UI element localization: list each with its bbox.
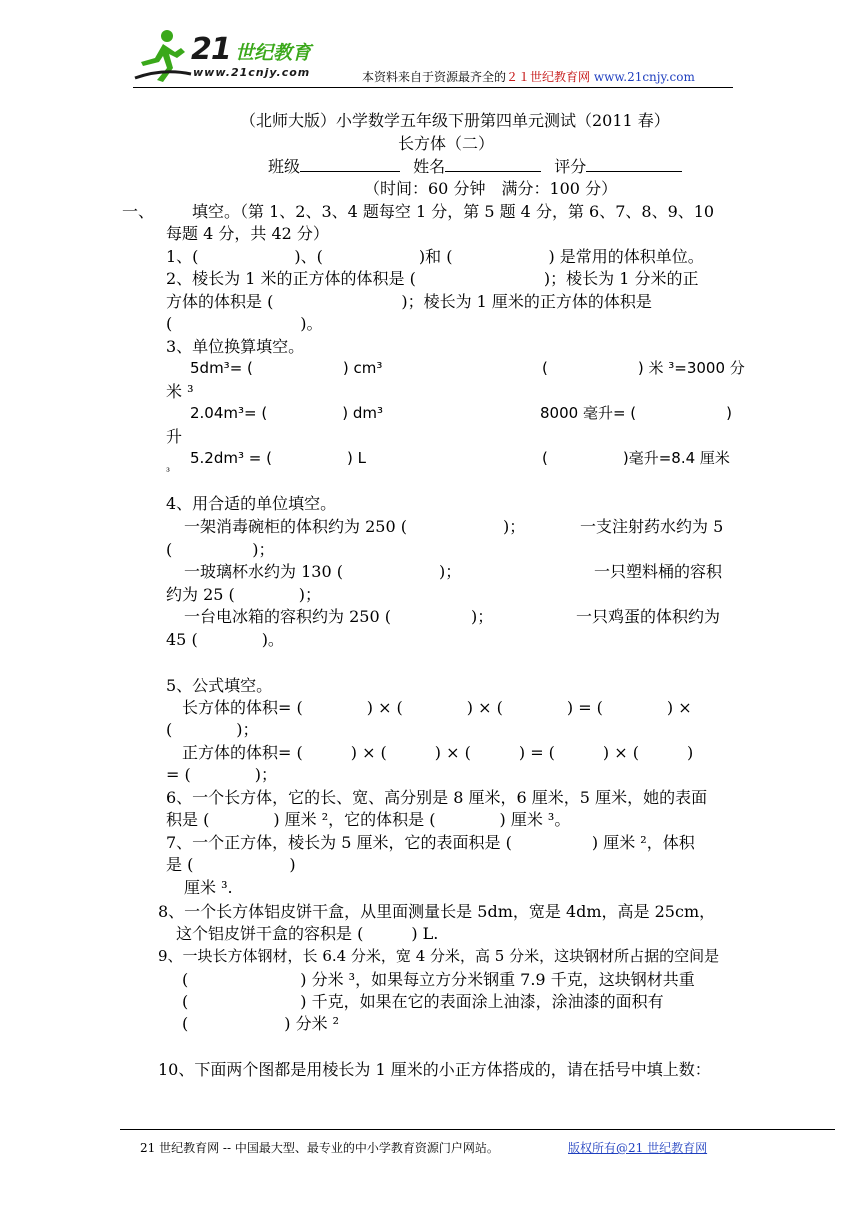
- question-3c-cont: ³: [166, 467, 171, 478]
- running-figure-icon: [133, 28, 193, 84]
- score-label: 评分: [554, 157, 587, 176]
- question-6-line1: 6、一个长方体，它的长、宽、高分别是 8 厘米，6 厘米，5 厘米，她的表面: [166, 788, 708, 807]
- question-3a-cont: 米 ³: [166, 382, 194, 401]
- logo-url: www.21cnjy.com: [193, 66, 311, 79]
- question-7-line2: 是 ( ): [166, 855, 296, 874]
- question-4c-left: 一台电冰箱的容积约为 250 ( )；: [184, 607, 494, 626]
- question-5a-cont: ( )；: [166, 720, 259, 739]
- question-9-line3: ( ) 千克，如果在它的表面涂上油漆，涂油漆的面积有: [182, 992, 664, 1011]
- question-8-line1: 8、一个长方体铝皮饼干盒，从里面测量长是 5dm，宽是 4dm，高是 25cm，: [158, 902, 716, 921]
- exam-title: （北师大版）小学数学五年级下册第四单元测试（2011 春）: [240, 111, 670, 130]
- question-8-line2: 这个铝皮饼干盒的容积是 ( ) L.: [176, 924, 439, 943]
- footer-description: 21 世纪教育网 -- 中国最大型、最专业的中小学教育资源门户网站。: [140, 1141, 499, 1155]
- logo-number: 21: [191, 32, 231, 67]
- exam-subtitle: 长方体（二）: [398, 134, 495, 153]
- time-info: （时间：60 分钟 满分：100 分）: [364, 179, 618, 198]
- question-3c-left: 5.2dm³ = ( ) L: [190, 449, 366, 467]
- question-7-line3: 厘米 ³.: [184, 878, 233, 897]
- question-4c-right: 一只鸡蛋的体积约为: [576, 607, 721, 626]
- student-info-row: [268, 154, 682, 177]
- source-url-link[interactable]: www.21cnjy.com: [593, 70, 695, 84]
- question-6-line2: 积是 ( ) 厘米 ²，它的体积是 ( ) 厘米 ³。: [166, 810, 571, 829]
- name-field[interactable]: [445, 155, 541, 172]
- name-label: 姓名: [413, 157, 446, 176]
- question-2-line3: ( )。: [166, 314, 323, 333]
- question-3b-left: 2.04m³= ( ) dm³: [190, 404, 383, 422]
- question-3-title: 3、单位换算填空。: [166, 337, 305, 356]
- question-4b-right: 一只塑料桶的容积: [594, 562, 723, 581]
- source-prefix: 本资料来自于资源最齐全的: [362, 70, 507, 84]
- question-4b-left: 一玻璃杯水约为 130 ( )；: [184, 562, 462, 581]
- site-logo: [133, 26, 343, 88]
- question-4a-cont: ( )；: [166, 540, 275, 559]
- question-9-line4: ( ) 分米 ²: [182, 1014, 340, 1033]
- class-label: 班级: [268, 157, 301, 176]
- question-7-line1: 7、一个正方体，棱长为 5 厘米，它的表面积是 ( ) 厘米 ²，体积: [166, 833, 695, 852]
- logo-chinese-name: 世纪教育: [235, 42, 312, 64]
- section-instruction-line1: 填空。（第 1、2、3、4 题每空 1 分，第 5 题 4 分，第 6、7、8、9、10: [192, 202, 715, 221]
- question-2-line2: 方体的体积是 ( )；棱长为 1 厘米的正方体的体积是: [166, 292, 652, 311]
- question-2-line1: 2、棱长为 1 米的正方体的体积是 ( )；棱长为 1 分米的正: [166, 269, 699, 288]
- source-note: [362, 68, 695, 85]
- question-5-title: 5、公式填空。: [166, 676, 273, 695]
- question-4a-left: 一架消毒碗柜的体积约为 250 ( )；: [184, 517, 526, 536]
- question-4a-right: 一支注射药水约为 5: [580, 517, 724, 536]
- question-5b-cont: = ( )；: [166, 765, 277, 784]
- question-10: 10、下面两个图都是用棱长为 1 厘米的小正方体搭成的，请在括号中填上数：: [158, 1060, 711, 1079]
- question-3a-right: ( ) 米 ³=3000 分: [542, 359, 745, 377]
- section-number: 一、: [122, 202, 155, 221]
- question-3a-left: 5dm³= ( ) cm³: [190, 359, 383, 377]
- question-5a: 长方体的体积= ( ) × ( ) × ( ) = ( ) ×: [182, 698, 692, 717]
- score-field[interactable]: [586, 155, 682, 172]
- question-4-title: 4、用合适的单位填空。: [166, 494, 337, 513]
- question-9-line1: 9、一块长方体钢材，长 6.4 分米，宽 4 分米，高 5 分米，这块钢材所占据的空间是: [158, 947, 720, 965]
- class-field[interactable]: [300, 155, 400, 172]
- footer-copyright-link[interactable]: 版权所有@21 世纪教育网: [568, 1141, 708, 1155]
- source-site-link[interactable]: ２１世纪教育网: [506, 70, 591, 84]
- question-3b-cont: 升: [166, 427, 183, 446]
- question-4b-cont: 约为 25 ( )；: [166, 585, 322, 604]
- question-1: 1、( )、( )和 ( ) 是常用的体积单位。: [166, 247, 704, 266]
- question-9-line2: ( ) 分米 ³，如果每立方分米钢重 7.9 千克，这块钢材共重: [182, 970, 695, 989]
- question-4c-cont: 45 ( )。: [166, 630, 284, 649]
- section-instruction-line2: 每题 4 分，共 42 分）: [166, 224, 329, 243]
- footer-divider: [120, 1129, 835, 1130]
- question-3c-right: ( )毫升=8.4 厘米: [542, 449, 730, 467]
- question-5b: 正方体的体积= ( ) × ( ) × ( ) = ( ) × ( ): [182, 743, 694, 762]
- header-divider: [133, 87, 733, 88]
- question-3b-right: 8000 毫升= ( ): [540, 404, 732, 422]
